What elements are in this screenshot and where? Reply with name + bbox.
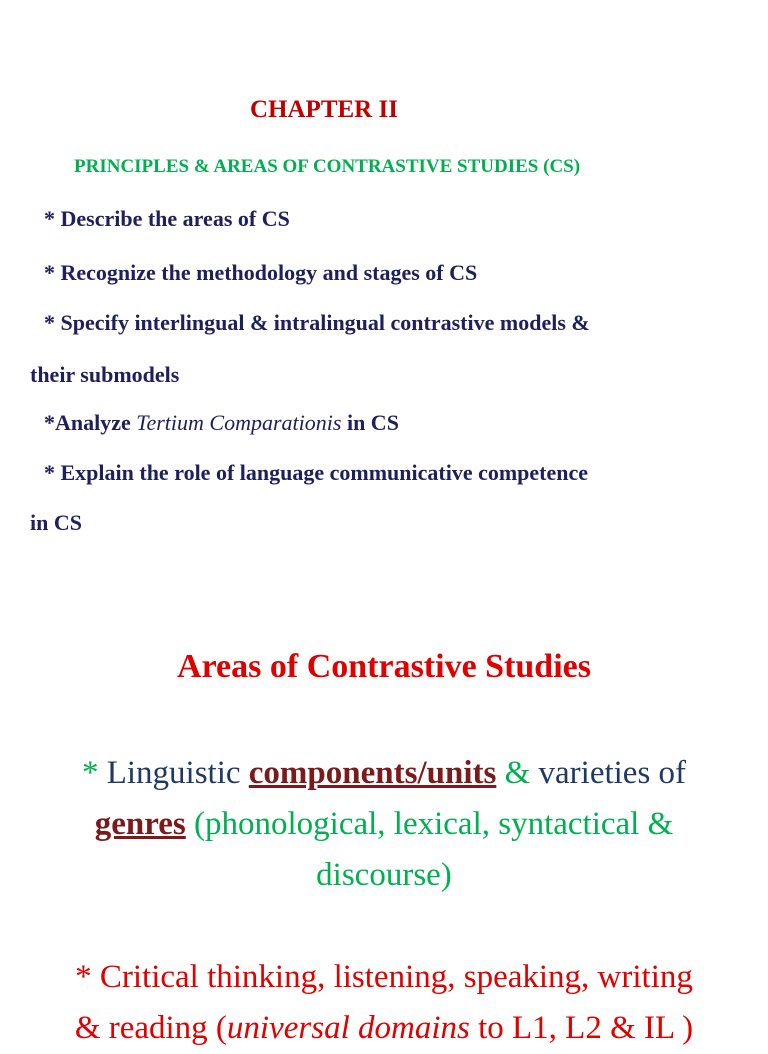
objective-2: * Recognize the methodology and stages of CS: [44, 260, 478, 285]
area-item-2-prefix: & reading (: [74, 1010, 227, 1046]
area-item-1-line-1: [0, 748, 768, 799]
area-item-2: [0, 952, 768, 1054]
chapter-subtitle: PRINCIPLES & AREAS OF CONTRASTIVE STUDIES (CS): [74, 156, 581, 177]
objective-4-italic: Tertium Comparationis: [136, 410, 342, 435]
objective-4-prefix: *Analyze: [44, 410, 137, 435]
ampersand-text: &: [496, 755, 539, 791]
genres-emphasis: genres: [94, 806, 186, 842]
area-item-1-line-3: [0, 850, 768, 901]
genres-list-text: (phonological, lexical, syntactical &: [185, 806, 674, 842]
discourse-text: discourse): [316, 857, 452, 893]
universal-domains-italic: universal domains: [226, 1010, 470, 1046]
objective-5-line-2: in CS: [30, 510, 82, 535]
area-item-2-suffix: to L1, L2 & IL ): [469, 1010, 694, 1046]
objective-3-line-1: * Specify interlingual & intralingual contrastive models &: [44, 310, 590, 335]
varieties-text: varieties of: [538, 755, 687, 791]
linguistic-text: Linguistic: [106, 755, 249, 791]
objective-1: * Describe the areas of CS: [44, 206, 290, 231]
objective-5-line-1: * Explain the role of language communicative competence: [44, 460, 589, 485]
area-item-1: [0, 748, 768, 901]
area-item-2-line-2: [0, 1003, 768, 1054]
objective-4: [44, 410, 399, 436]
areas-heading: Areas of Contrastive Studies: [177, 648, 591, 685]
objective-3-line-2: their submodels: [30, 362, 180, 387]
chapter-title: CHAPTER II: [250, 96, 398, 123]
area-item-1-line-2: [0, 799, 768, 850]
components-units-emphasis: components/units: [248, 755, 497, 791]
bullet-star: *: [81, 755, 107, 791]
objective-4-suffix: in CS: [341, 410, 399, 435]
area-item-2-line-1: * Critical thinking, listening, speaking, writing: [75, 959, 693, 995]
